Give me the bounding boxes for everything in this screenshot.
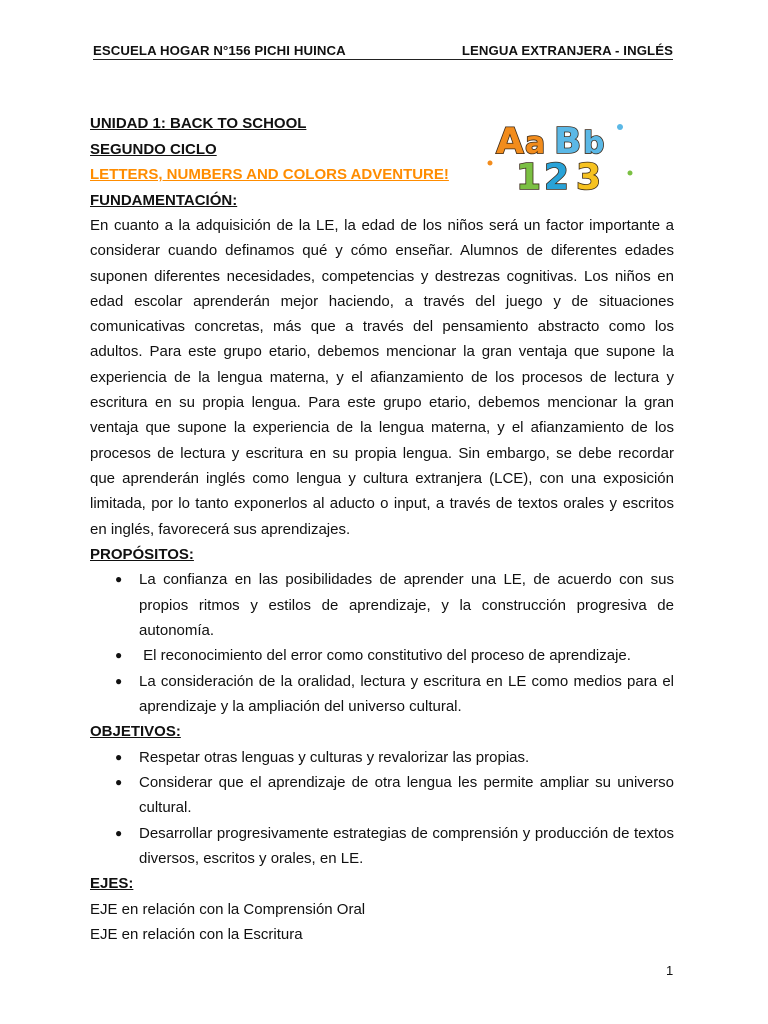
cycle-title: SEGUNDO CICLO bbox=[90, 140, 217, 158]
list-item: ● Desarrollar progresivamente estrategias de comprensión y producción de textos diversos, escritos y orales, en LE. bbox=[90, 821, 674, 872]
list-item: ● La confianza en las posibilidades de aprender una LE, de acuerdo con sus propios ritmos y estilos de aprendizaje, y la construcción progresiva de autonomía. bbox=[90, 567, 674, 643]
list-item: ● Respetar otras lenguas y culturas y revalorizar las propias. bbox=[90, 745, 674, 770]
bullet-icon: ● bbox=[115, 572, 123, 587]
list-item: ● El reconocimiento del error como constitutivo del proceso de aprendizaje. bbox=[90, 643, 674, 668]
page-header bbox=[93, 42, 673, 60]
logo-letter-A: A bbox=[496, 121, 524, 162]
eje-item: EJE en relación con la Escritura bbox=[90, 926, 303, 944]
logo-letter-b: b bbox=[583, 126, 605, 161]
logo-letter-a: a bbox=[525, 126, 546, 161]
eje-item: EJE en relación con la Comprensión Oral bbox=[90, 900, 366, 918]
bullet-icon: ● bbox=[115, 749, 123, 764]
bullet-icon: ● bbox=[115, 673, 123, 688]
objetivos-heading: OBJETIVOS: bbox=[90, 723, 181, 741]
logo-digit-2: 2 bbox=[544, 157, 570, 193]
ejes-heading: EJES: bbox=[90, 875, 134, 893]
objetivos-list bbox=[90, 745, 674, 871]
adventure-title: LETTERS, NUMBERS AND COLORS ADVENTURE! bbox=[90, 166, 449, 183]
list-item: ● La consideración de la oralidad, lectura y escritura en LE como medios para el aprendizaje y la ampliación del universo cultural. bbox=[90, 669, 674, 720]
unit-title: UNIDAD 1: BACK TO SCHOOL bbox=[90, 115, 307, 132]
logo-digit-3: 3 bbox=[576, 157, 602, 193]
logo-letter-B: B bbox=[554, 121, 582, 162]
fundamentacion-heading: FUNDAMENTACIÓN: bbox=[90, 191, 238, 209]
logo-digit-1: 1 bbox=[516, 157, 542, 193]
header-subject: LENGUA EXTRANJERA - INGLÉS bbox=[461, 43, 673, 58]
bullet-icon: ● bbox=[115, 825, 123, 840]
page-number: 1 bbox=[666, 963, 674, 978]
propositos-list bbox=[90, 567, 674, 719]
bullet-icon: ● bbox=[115, 648, 123, 663]
propositos-heading: PROPÓSITOS: bbox=[90, 545, 194, 563]
fundamentacion-text: En cuanto a la adquisición de la LE, la edad de los niños será un factor importante a considerar cuando definamos qué y cómo enseñar. Alumnos de diferentes edades suponen diferentes necesidades, competencias y destrezas cognitivas. Los niños en edad escolar aprenderán mejor haciendo, a través del juego y de situaciones comunicativas concretas, más que a través del pensamiento abstracto como los adultos. Para este grupo etario, debemos mencionar la gran ventaja que supone la experiencia de la lengua materna, y el afianzamiento de los procesos de lectura y escritura en su propia lengua. Para este grupo etario, debemos mencionar la gran ventaja que supone la experiencia de la lengua materna, y el afianzamiento de los procesos de lectura y escritura en su propia lengua. Sin embargo, se debe recordar que aprenderán inglés como lengua y cultura extranjera (LCE), con una exposición limitada, por lo tanto exponerlos al aducto o input, a través de textos orales y escritos en inglés, favorecerá sus aprendizajes. bbox=[90, 217, 674, 538]
bullet-icon: ● bbox=[115, 774, 123, 789]
document-body bbox=[90, 111, 674, 948]
header-school: ESCUELA HOGAR N°156 PICHI HUINCA bbox=[93, 43, 346, 58]
list-item: ● Considerar que el aprendizaje de otra lengua les permite ampliar su universo cultural. bbox=[90, 770, 674, 821]
